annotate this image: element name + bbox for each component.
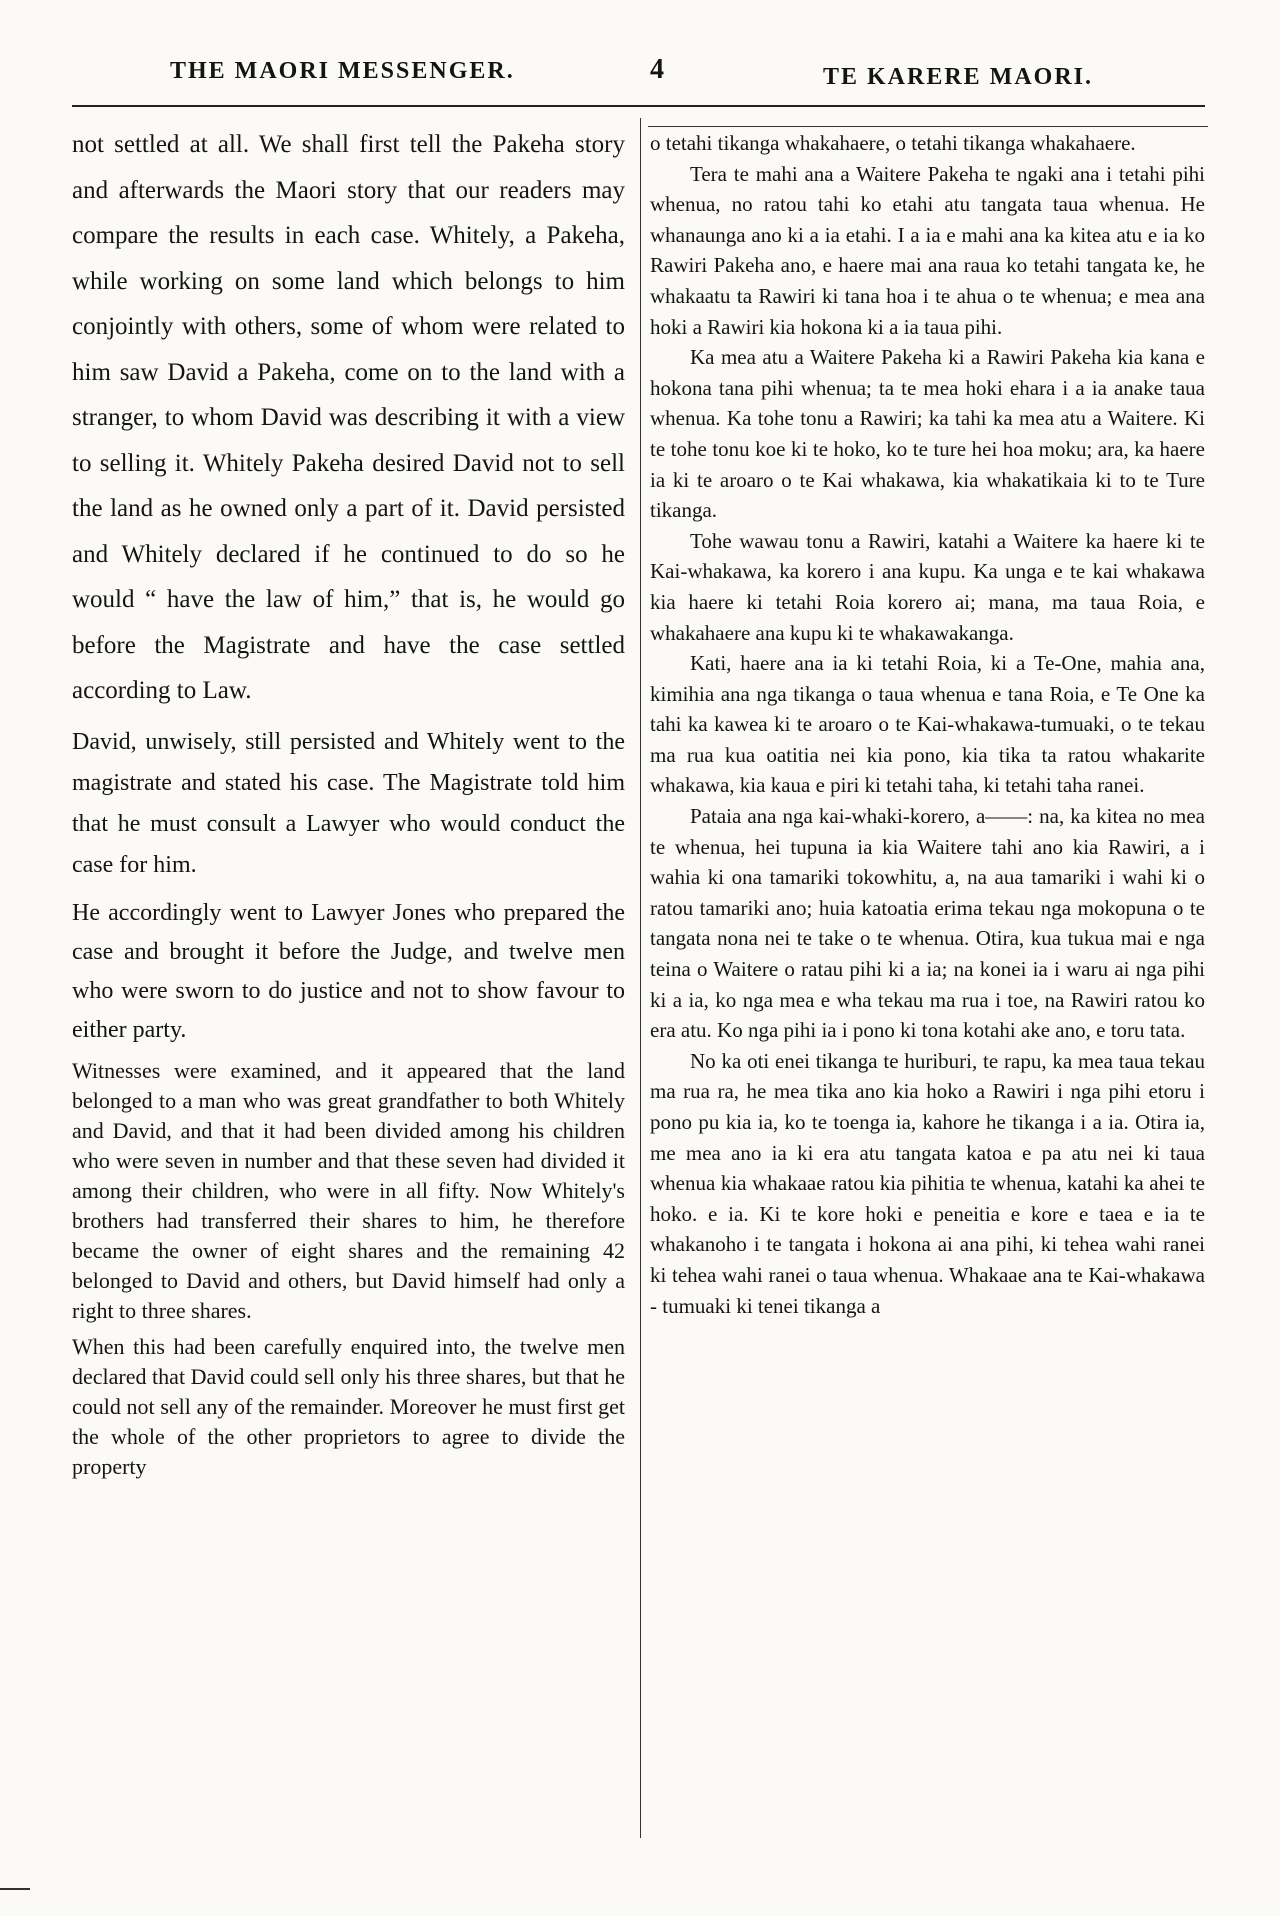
- header-rule: [72, 105, 1205, 107]
- maori-paragraph: Kati, haere ana ia ki tetahi Roia, ki a Te-One, mahia ana, kimihia ana nga tikanga o taua whenua e tana Roia, e Te One ka tahi ka kawea ki te aroaro o te Kai-whakawa-tumuaki, o te tekau ma rua kua oatitia nei kia pono, kia tika ta ratou whakarite whakawa, kia kaua e piri ki tetahi taha, ki tetahi taha ranei.: [650, 651, 1205, 798]
- maori-paragraph: Ka mea atu a Waitere Pakeha ki a Rawiri Pakeha kia kana e hokona tana pihi whenua; ta te mea hoki ehara i a ia anake taua whenua. Ka tohe tonu a Rawiri; ka tahi ka mea atu a Waitere. Ki te tohe tonu koe ki te hoko, ko te ture hei hoa moku; ara, ka haere ia ki te aroaro o te Kai whakawa, kia whakatikaia ki to te Ture tikanga.: [650, 345, 1205, 523]
- margin-mark: [0, 1888, 30, 1890]
- maori-paragraph: Tera te mahi ana a Waitere Pakeha te ngaki ana i tetahi pihi whenua, no ratou tahi ko etahi atu tangata taua whenua. He whanaunga ano ki a ia etahi. I a ia e mahi ana ka kitea atu e ia ko Rawiri Pakeha ano, e haere mai ana raua ko tetahi tangata ke, he whakaatu ta Rawiri ki tana hoa i te ahua o te whenua; e mea ana hoki a Rawiri kia hokona ki a ia taua pihi.: [650, 161, 1205, 339]
- maori-paragraph: o tetahi tikanga whakahaere, o tetahi tikanga whakahaere.: [650, 131, 1136, 155]
- column-divider: [640, 118, 641, 1838]
- maori-paragraph: No ka oti enei tikanga te huriburi, te rapu, ka mea taua tekau ma rua ra, he mea tika ano kia hoko a Rawiri i nga pihi etoru i pono pu kia ia, ko te toenga ia, kahore he tikanga i a ia. Otira ia, me mea ano ia ki era atu tangata katoa e pa atu nei ki taua whenua kia whakaae ratou kia pihitia te whenua, katahi ka ahei te hoko. e ia. Ki te kore hoki e peneitia e kore e taea e ia te whakanoho i te tangata i hokona ai ana pihi, ki tehea wahi ranei ki tehea wahi ranei o taua whenua. Whakaae ana te Kai-whakawa - tumuaki ki tenei tikanga a: [650, 1048, 1205, 1318]
- english-paragraph: When this had been carefully enquired into, the twelve men declared that David could sell only his three shares, but that he could not sell any of the remainder. Moreover he must first get the whole of the other proprietors to agree to divide the property: [72, 1333, 625, 1479]
- maori-paragraph: Tohe wawau tonu a Rawiri, katahi a Waitere ka haere ki te Kai-whakawa, ka korero i ana kupu. Ka unga e te kai whakawa kia haere ki tetahi Roia korero ai; mana, ma taua Roia, e whakahaere ana kupu ki te whakawakanga.: [650, 528, 1205, 645]
- maori-paragraph: Pataia ana nga kai-whaki-korero, a——: na, ka kitea no mea te whenua, hei tupuna ia kia Waitere tahi ano kia Rawiri, a i wahia ki ona tamariki tokowhitu, a, na aua tamariki i wahi ki o ratou tamariki ano; huia katoatia erima tekau nga mokopuna o te tangata nona nei te take o te whenua. Otira, kua tukua mai e nga teina o Waitere o ratau pihi ki a ia; na konei ia i waru ai nga pihi ki a ia, ko nga mea e wha tekau ma rua i toe, na Rawiri ratou ko era atu. Ko nga pihi ia i pono ki tona kotahi ake ano, e toru tata.: [650, 804, 1205, 1043]
- english-masthead-title: THE MAORI MESSENGER.: [170, 58, 515, 84]
- english-paragraph: He accordingly went to Lawyer Jones who prepared the case and brought it before the Judge, and twelve men who were sworn to do justice and not to show favour to either party.: [72, 899, 625, 1043]
- maori-masthead-title: TE KARERE MAORI.: [822, 64, 1093, 90]
- english-paragraph: Witnesses were examined, and it appeared that the land belonged to a man who was great grandfather to both Whitely and David, and that it had been divided among his children who were seven in number and that these seven had divided it among their children, who were in all fifty. Now Whitely's brothers had transferred their shares to him, he therefore became the owner of eight shares and the remaining 42 belonged to David and others, but David himself had only a right to three shares.: [72, 1057, 625, 1323]
- english-paragraph: not settled at all. We shall first tell the Pakeha story and afterwards the Maori story that our readers may compare the results in each case. Whitely, a Pakeha, while working on some land which belongs to him conjointly with others, some of whom were related to him saw David a Pakeha, come on to the land with a stranger, to whom David was describing it with a view to selling it. Whitely Pakeha desired David not to sell the land as he owned only a part of it. David persisted and Whitely declared if he continued to do so he would “ have the law of him,” that is, he would go before the Magistrate and have the case settled according to Law.: [72, 131, 625, 704]
- page-header: [70, 50, 1205, 100]
- english-paragraph: David, unwisely, still persisted and Whitely went to the magistrate and stated his case. The Magistrate told him that he must consult a Lawyer who would conduct the case for him.: [72, 728, 625, 878]
- page-number: 4: [650, 54, 666, 85]
- english-column: [72, 122, 625, 1482]
- maori-column: [650, 128, 1205, 1321]
- header-rule-right: [648, 126, 1208, 127]
